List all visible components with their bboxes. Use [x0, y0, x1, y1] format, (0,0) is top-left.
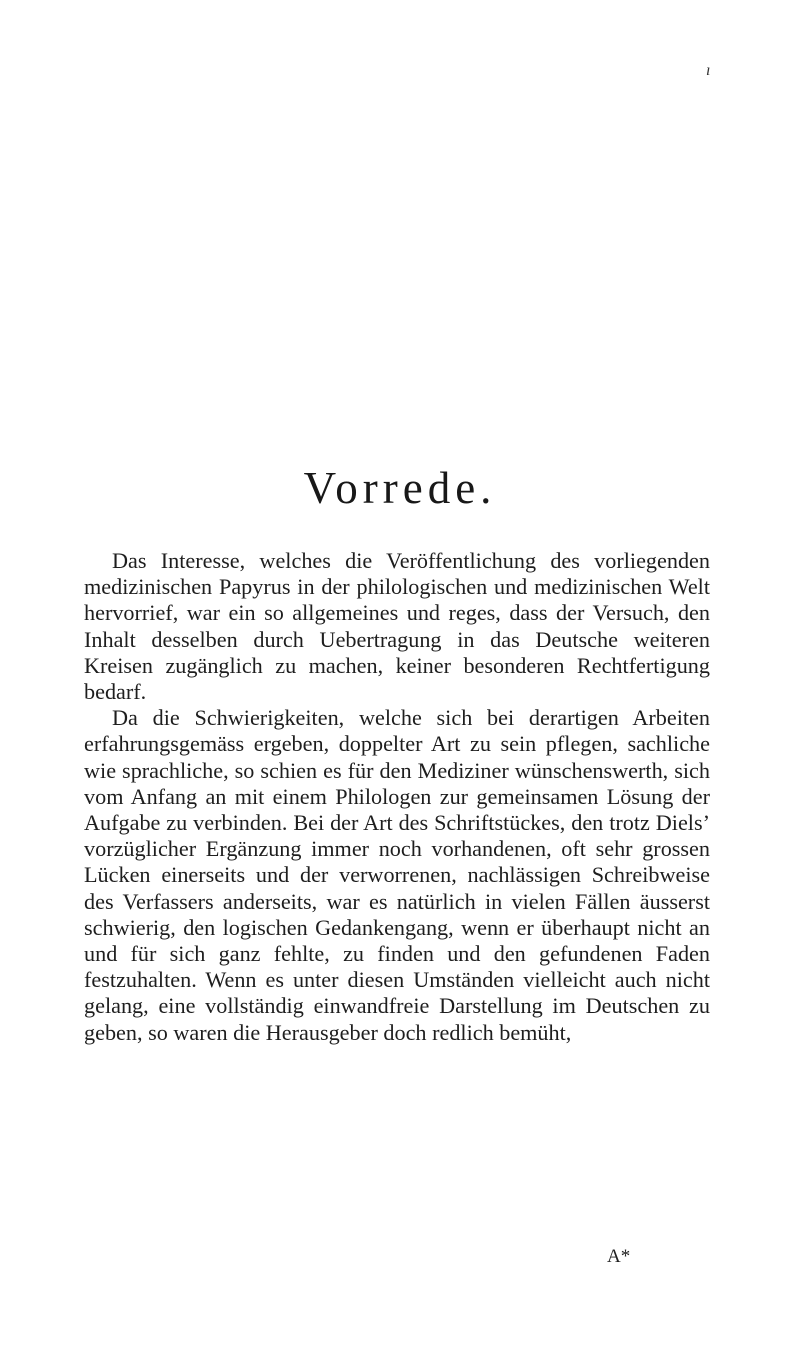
- paragraph: Da die Schwierigkeiten, welche sich bei derartigen Arbeiten erfahrungsgemäss ergeben, doppelter Art zu sein pflegen, sachliche wie sprachliche, so schien es für den Mediziner wünschenswerth, sich vom Anfang an mit einem Philologen zur gemeinsamen Lösung der Aufgabe zu verbinden. Bei der Art des Schriftstückes, den trotz Diels’ vorzüglicher Ergänzung immer noch vorhandenen, oft sehr grossen Lücken einerseits und der verworrenen, nachlässigen Schreibweise des Verfassers anderseits, war es natürlich in vielen Fällen äusserst schwierig, den logischen Gedankengang, wenn er überhaupt nicht an und für sich ganz fehlte, zu finden und den gefundenen Faden festzuhalten. Wenn es unter diesen Umständen vielleicht auch nicht gelang, eine vollständig einwandfreie Darstellung im Deutschen zu geben, so waren die Herausgeber doch redlich bemüht,: [84, 705, 710, 1045]
- page-corner-mark: ı: [706, 62, 711, 79]
- signature-mark: A*: [607, 1246, 631, 1267]
- page-title: Vorrede.: [303, 463, 497, 513]
- body-text: [84, 548, 710, 1046]
- paragraph: Das Interesse, welches die Veröffentlichung des vorliegenden medizinischen Papyrus in der philologischen und medizinischen Welt hervorrief, war ein so allgemeines und reges, dass der Versuch, den Inhalt desselben durch Uebertragung in das Deutsche weiteren Kreisen zugänglich zu machen, keiner besonderen Rechtfertigung bedarf.: [84, 548, 710, 705]
